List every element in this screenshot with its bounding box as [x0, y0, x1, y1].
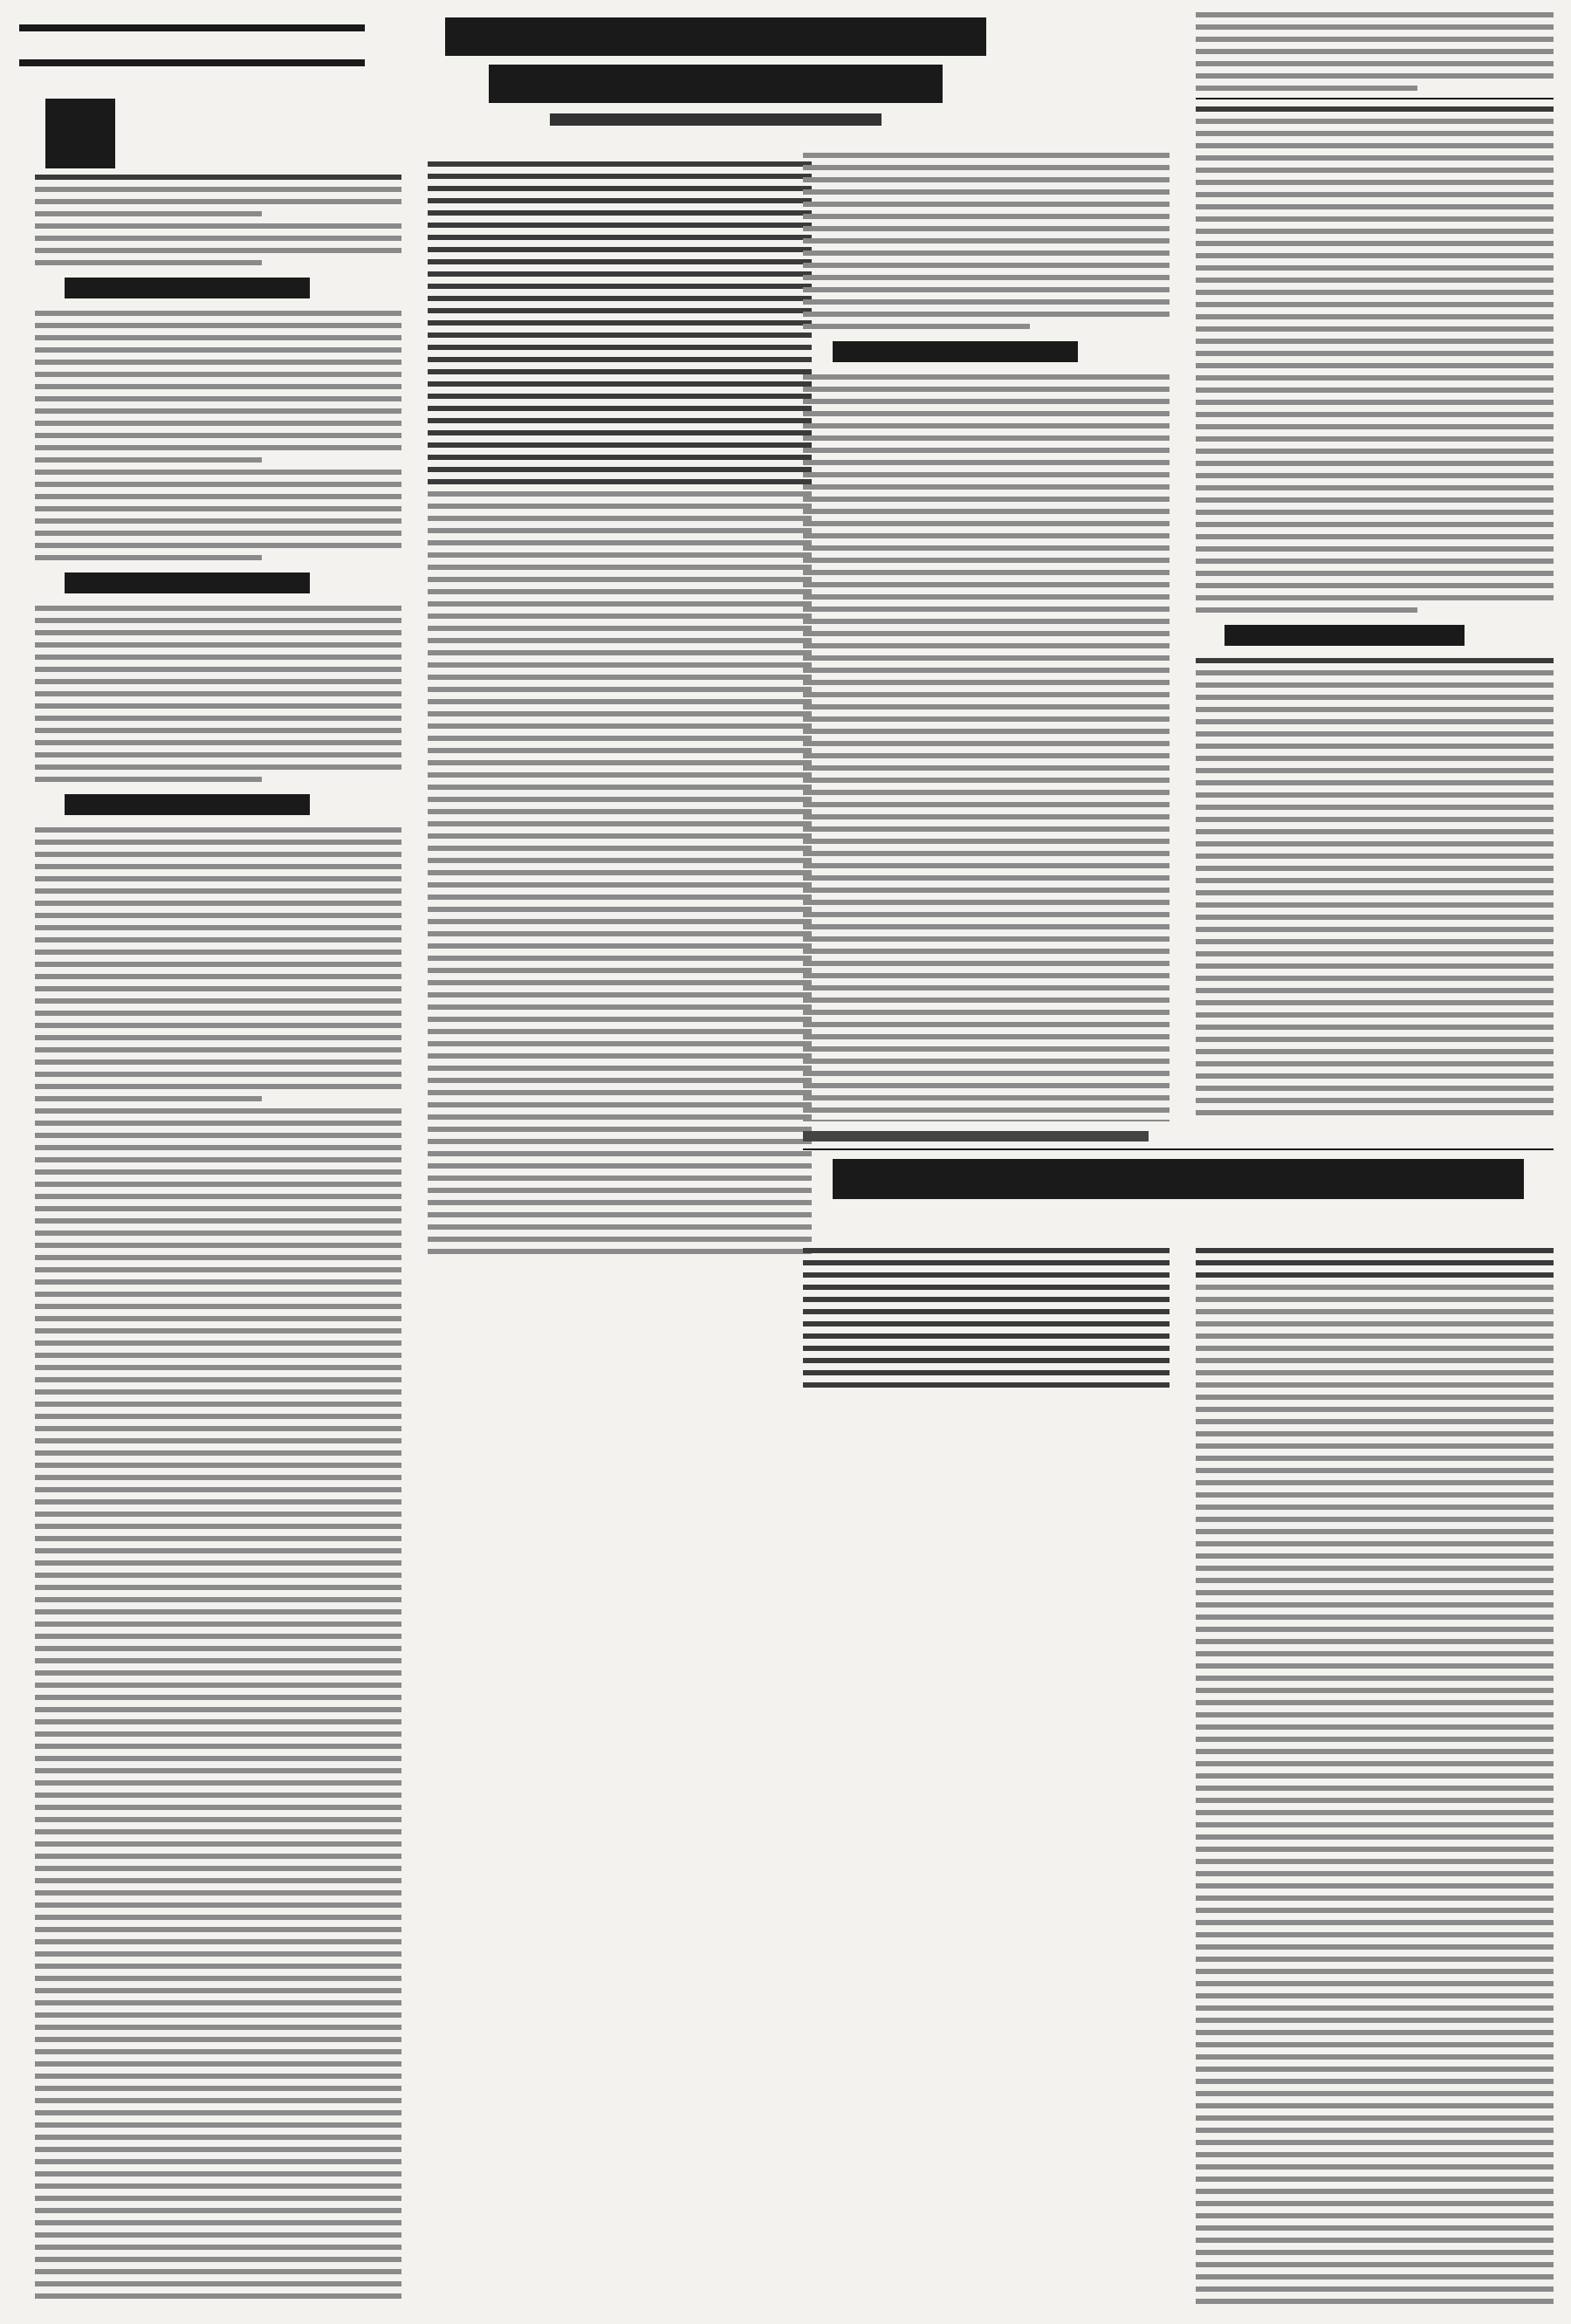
column-right — [1196, 12, 1554, 1121]
headline-block — [419, 12, 1012, 161]
column-middle-right — [803, 153, 1170, 1121]
column-left — [35, 175, 401, 2304]
sport-column-right — [1196, 1248, 1554, 2304]
coat-of-arms-icon — [45, 99, 115, 168]
sport-column-left — [803, 1248, 1170, 1388]
column-middle-left — [428, 161, 812, 1261]
masthead — [19, 16, 394, 164]
